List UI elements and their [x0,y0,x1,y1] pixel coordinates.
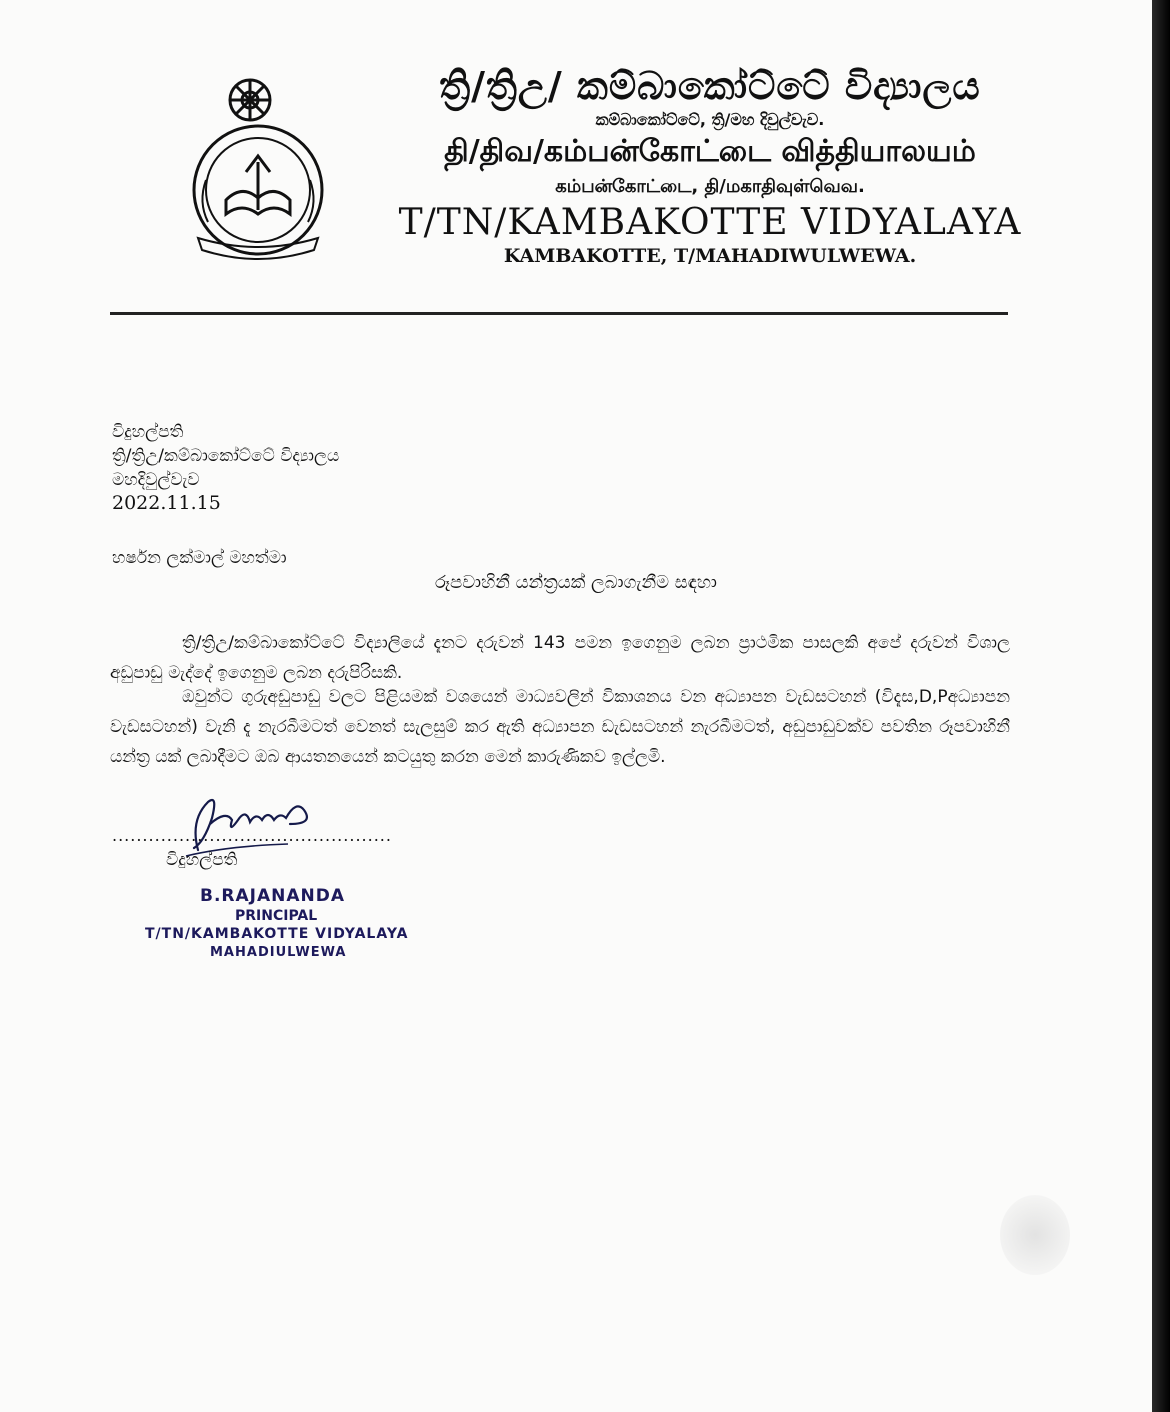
school-name-sinhala: ත්‍රි/ත්‍රිඋ/ කම්බාකෝට්ටේ විද්‍යාලය [439,64,981,108]
sender-place: මහදිවුල්වැව [112,470,200,490]
body-paragraph-1: ත්‍රි/ත්‍රිඋ/කම්බාකෝට්ටේ විද්‍යාලියේ දැනට දරුවන් 143 පමන ඉගෙනුම ලබන ප්‍රාථමික පාසලකි අපේ දරුවන් විශාල අඩුපාඩු මැද්දේ ඉගෙනුම ලබන දරුපිරිසකි. [110,633,1010,683]
recipient-name: හර්ෂන ලක්මාල් මහත්මා [112,548,287,568]
signature-title: විදුහල්පති [166,850,238,870]
letter-subject: රූපවාහිනී යන්ත්‍රයක් ලබාගැනීම සඳහා [435,572,717,593]
stamp-role: PRINCIPAL [235,908,318,924]
stamp-school: T/TN/KAMBAKOTTE VIDYALAYA [145,926,409,942]
sender-school: ත්‍රි/ත්‍රිඋ/කම්බාකෝට්ටේ විද්‍යාලය [112,446,340,466]
header-divider [110,312,1008,315]
sender-title: විදුහල්පති [112,422,184,442]
school-crest-logo [168,72,354,272]
school-address-sinhala: කම්බාකෝට්ටේ, ත්‍රි/මහ දිවුල්වැව. [595,110,825,129]
school-name-tamil: தி/திவ/கம்பன்கோட்டை வித்தியாலயம் [444,134,976,169]
letter-date: 2022.11.15 [112,492,221,514]
scan-smudge [1000,1195,1070,1275]
stamp-name: B.RAJANANDA [200,886,346,906]
school-address-tamil: கம்பன்கோட்டை, தி/மகாதிவுள்வெவ. [555,176,865,197]
body-paragraph-2: ඔවුන්ට ගුරුඅඩුපාඩු වලට පිළියමක් වශයෙන් මාධ්‍යවලින් විකාශනය වන අධ්‍යාපන වැඩසටහන් (විදැස,D,Pඅධ්‍යාපන වැඩසටහන්) වැනි දැ නැරබීමටත් වෙනත් සැලසුම් කර ඇති අධ්‍යාපන ඩැඩසටහන් නැරබීමටත්, අඩුපාඩුවක්ව පවතින රූපවාහිනී යන්ත්‍ර යක් ලබාදීමට ඔබ ආයතනයෙන් කටයුතු කරන මෙන් කාරුණිකව ඉල්ලමි. [110,687,1010,767]
stamp-place: MAHADIULWEWA [210,945,347,960]
signature-line: .............................................. [112,826,392,845]
school-name-english: T/TN/KAMBAKOTTE VIDYALAYA [398,202,1022,243]
school-address-english: KAMBAKOTTE, T/MAHADIWULWEWA. [503,245,917,267]
scan-edge [1152,0,1170,1412]
